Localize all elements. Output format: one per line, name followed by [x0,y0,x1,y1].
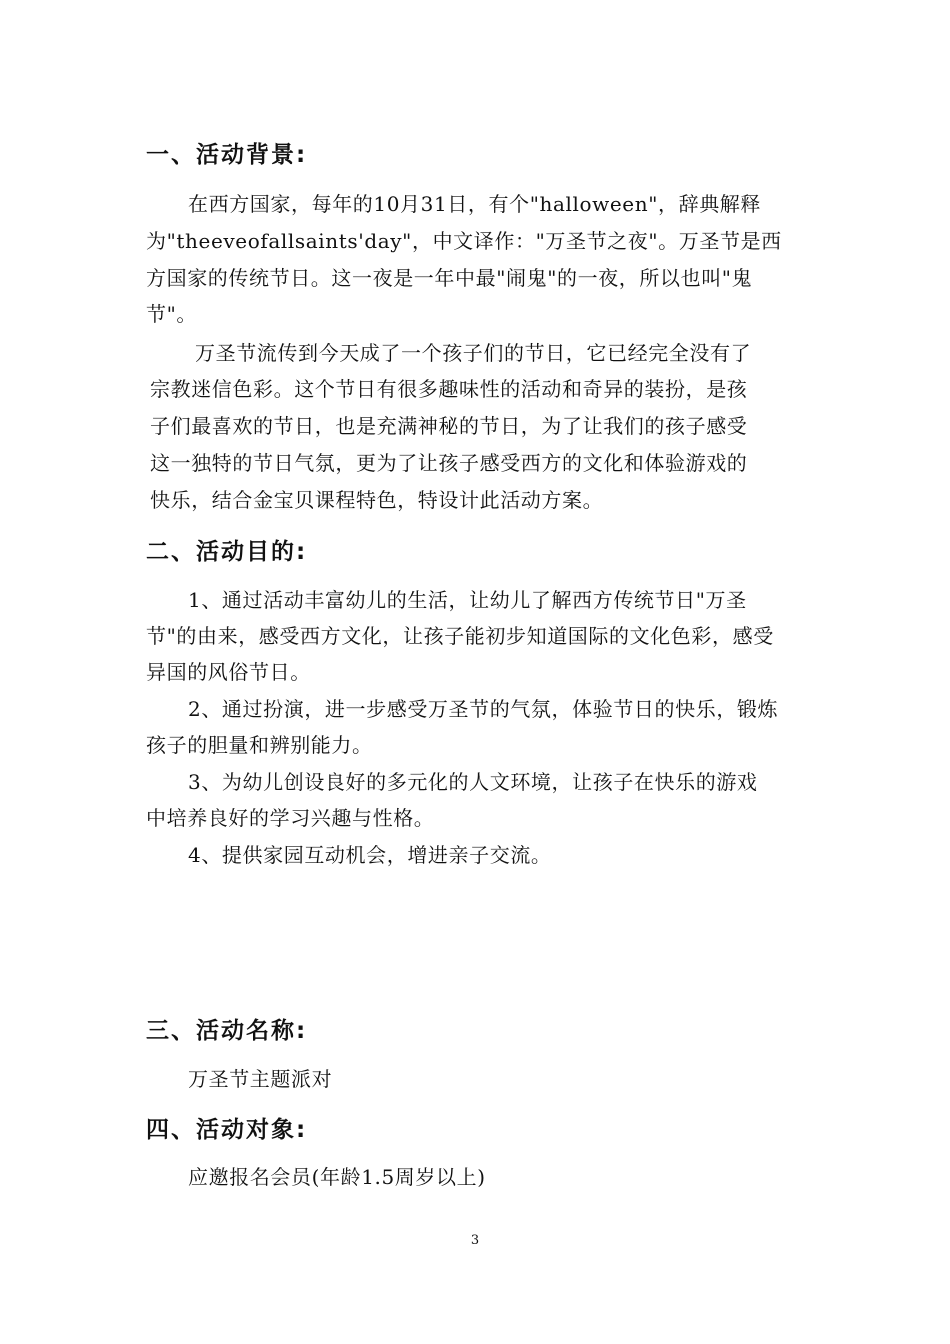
section-heading-background: 一、活动背景: [146,142,308,168]
background-paragraph-2-line-3: 子们最喜欢的节日，也是充满神秘的节日，为了让我们的孩子感受 [150,414,748,438]
background-paragraph-2-line-1: 万圣节流传到今天成了一个孩子们的节日，它已经完全没有了 [195,341,752,365]
purpose-item-3-line-1: 3、为幼儿创设良好的多元化的人文环境，让孩子在快乐的游戏 [188,770,758,794]
background-paragraph-1-line-3: 方国家的传统节日。这一夜是一年中最"闹鬼"的一夜，所以也叫"鬼 [146,266,753,290]
section-heading-name: 三、活动名称: [146,1018,308,1044]
background-paragraph-2-line-2: 宗教迷信色彩。这个节日有很多趣味性的活动和奇异的装扮，是孩 [150,377,748,401]
background-paragraph-2-line-4: 这一独特的节日气氛，更为了让孩子感受西方的文化和体验游戏的 [150,451,748,475]
purpose-item-1-line-2: 节"的由来，感受西方文化，让孩子能初步知道国际的文化色彩，感受 [146,624,774,648]
purpose-item-3-line-2: 中培养良好的学习兴趣与性格。 [146,806,435,830]
background-paragraph-1-line-2: 为"theeveofallsaints'day"，中文译作："万圣节之夜"。万圣节是西 [146,229,782,253]
purpose-item-4-line-1: 4、提供家园互动机会，增进亲子交流。 [188,843,552,867]
section-heading-purpose: 二、活动目的: [146,539,308,565]
purpose-item-1-line-3: 异国的风俗节日。 [146,660,311,684]
activity-name-text: 万圣节主题派对 [188,1067,333,1091]
page-number: 3 [470,1233,480,1248]
purpose-item-1-line-1: 1、通过活动丰富幼儿的生活，让幼儿了解西方传统节日"万圣 [188,588,747,612]
background-paragraph-2-line-5: 快乐，结合金宝贝课程特色，特设计此活动方案。 [150,488,604,512]
activity-target-text: 应邀报名会员(年龄1.5周岁以上) [188,1165,486,1189]
purpose-item-2-line-2: 孩子的胆量和辨别能力。 [146,733,373,757]
purpose-item-2-line-1: 2、通过扮演，进一步感受万圣节的气氛，体验节日的快乐，锻炼 [188,697,779,721]
background-paragraph-1-line-4: 节"。 [146,302,197,326]
section-heading-target: 四、活动对象: [146,1117,308,1143]
background-paragraph-1-line-1: 在西方国家，每年的10月31日，有个"halloween"，辞典解释 [188,192,762,216]
